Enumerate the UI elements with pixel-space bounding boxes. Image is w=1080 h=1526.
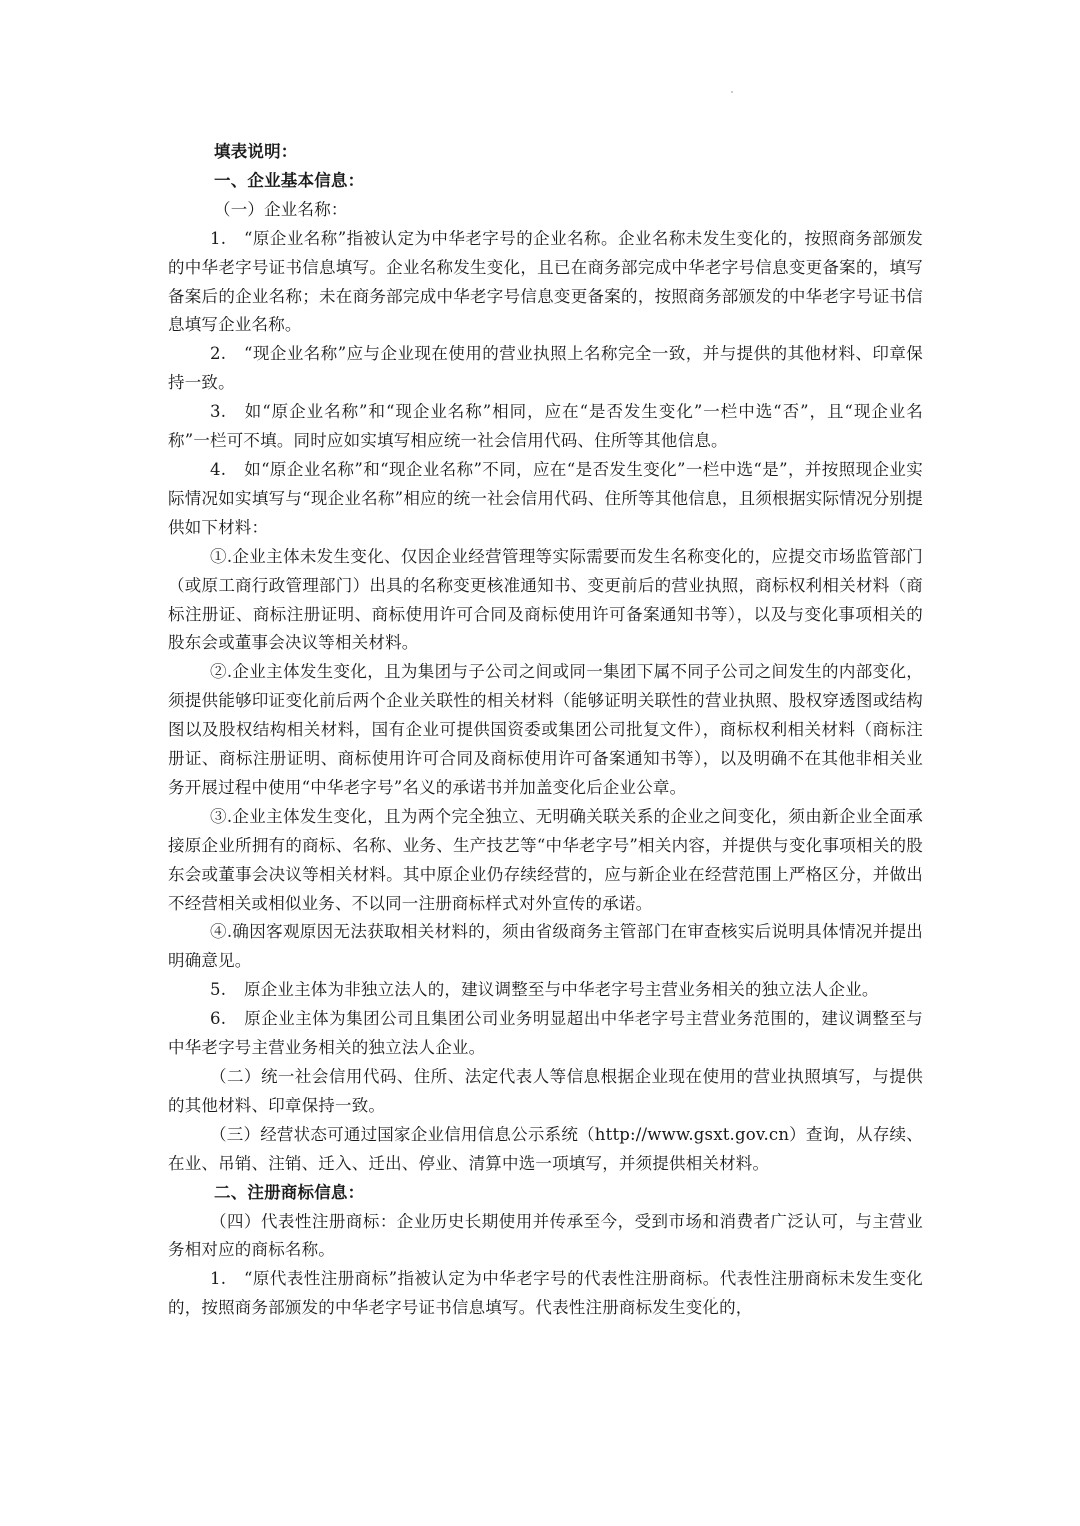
item-text: “现企业名称”应与企业现在使用的营业执照上名称完全一致，并与提供的其他材料、印章保持一致。 [168,344,923,393]
paragraph-circle-3: ③.企业主体发生变化，且为两个完全独立、无明确关联关系的企业之间变化，须由新企业全面承接原企业所拥有的商标、名称、业务、生产技艺等“中华老字号”相关内容，并提供与变化事项相关的股东会或董事会决议等相关材料。其中原企业仍存续经营的，应与新企业在经营范围上严格区分，并做出不经营相关或相似业务、不以同一注册商标样式对外宣传的承诺。 [168,806,923,913]
paragraph-trademark-item-1 [168,1265,923,1323]
paragraph-item-5 [168,976,923,1005]
item-text: “原代表性注册商标”指被认定为中华老字号的代表性注册商标。代表性注册商标未发生变化的，按照商务部颁发的中华老字号证书信息填写。代表性注册商标发生变化的， [168,1269,923,1318]
item-number: 3. [210,402,227,422]
paragraph-circle-4: ④.确因客观原因无法获取相关材料的，须由省级商务主管部门在审查核实后说明具体情况并提出明确意见。 [168,922,923,971]
document-page [168,138,923,1323]
item-text: 原企业主体为集团公司且集团公司业务明显超出中华老字号主营业务范围的，建议调整至与中华老字号主营业务相关的独立法人企业。 [168,1009,923,1058]
paragraph-item-2 [168,340,923,398]
paragraph-item-3 [168,398,923,456]
paragraph-circle-2: ②.企业主体发生变化，且为集团与子公司之间或同一集团下属不同子公司之间发生的内部变化，须提供能够印证变化前后两个企业关联性的相关材料（能够证明关联性的营业执照、股权穿透图或结构图以及股权结构相关材料，国有企业可提供国资委或集团公司批复文件），商标权利相关材料（商标注册证、商标注册证明、商标使用许可合同及商标使用许可备案通知书等），以及明确不在其他非相关业务开展过程中使用“中华老字号”名义的承诺书并加盖变化后企业公章。 [168,662,923,797]
item-number: 2. [210,344,227,364]
paragraph-item-6 [168,1005,923,1063]
item-number: 4. [210,459,227,479]
paragraph-subsection-4: （四）代表性注册商标：企业历史长期使用并传承至今，受到市场和消费者广泛认可，与主营业务相对应的商标名称。 [168,1211,923,1260]
paragraph-item-4 [168,456,923,543]
section-title-basic-info: 一、企业基本信息： [214,170,365,190]
paragraph-subsection-3: （三）经营状态可通过国家企业信用信息公示系统（http://www.gsxt.gov.cn）查询，从存续、在业、吊销、注销、迁入、迁出、停业、清算中选一项填写，并须提供相关材料。 [168,1124,923,1173]
paragraph-subsection-2: （二）统一社会信用代码、住所、法定代表人等信息根据企业现在使用的营业执照填写，与提供的其他材料、印章保持一致。 [168,1067,923,1115]
section-title-trademark-info: 二、注册商标信息： [214,1182,365,1202]
item-text: “原企业名称”指被认定为中华老字号的企业名称。企业名称未发生变化的，按照商务部颁发的中华老字号证书信息填写。企业名称发生变化，且已在商务部完成中华老字号信息变更备案的，填写备案后的企业名称；未在商务部完成中华老字号信息变更备案的，按照商务部颁发的中华老字号证书信息填写企业名称。 [168,228,923,335]
paragraph-circle-1: ①.企业主体未发生变化、仅因企业经营管理等实际需要而发生名称变化的，应提交市场监管部门（或原工商行政管理部门）出具的名称变更核准通知书、变更前后的营业执照，商标权利相关材料（商标注册证、商标注册证明、商标使用许可合同及商标使用许可备案通知书等），以及与变化事项相关的股东会或董事会决议等相关材料。 [168,546,923,653]
item-text: 如“原企业名称”和“现企业名称”不同，应在“是否发生变化”一栏中选“是”，并按照现企业实际情况如实填写与“现企业名称”相应的统一社会信用代码、住所等其他信息，且须根据实际情况分别提供如下材料： [168,459,923,537]
item-number: 6. [210,1009,227,1029]
item-text: 如“原企业名称”和“现企业名称”相同，应在“是否发生变化”一栏中选“否”，且“现企业名称”一栏可不填。同时应如实填写相应统一社会信用代码、住所等其他信息。 [168,402,923,451]
scan-speck [731,91,733,93]
paragraph-item-1 [168,225,923,341]
item-text: 原企业主体为非独立法人的，建议调整至与中华老字号主营业务相关的独立法人企业。 [244,980,879,1000]
item-number: 1. [210,1269,227,1289]
document-heading: 填表说明： [214,142,298,161]
item-number: 5. [210,980,227,1000]
item-number: 1. [210,228,227,248]
subsection-title-company-name: （一）企业名称： [214,199,348,219]
